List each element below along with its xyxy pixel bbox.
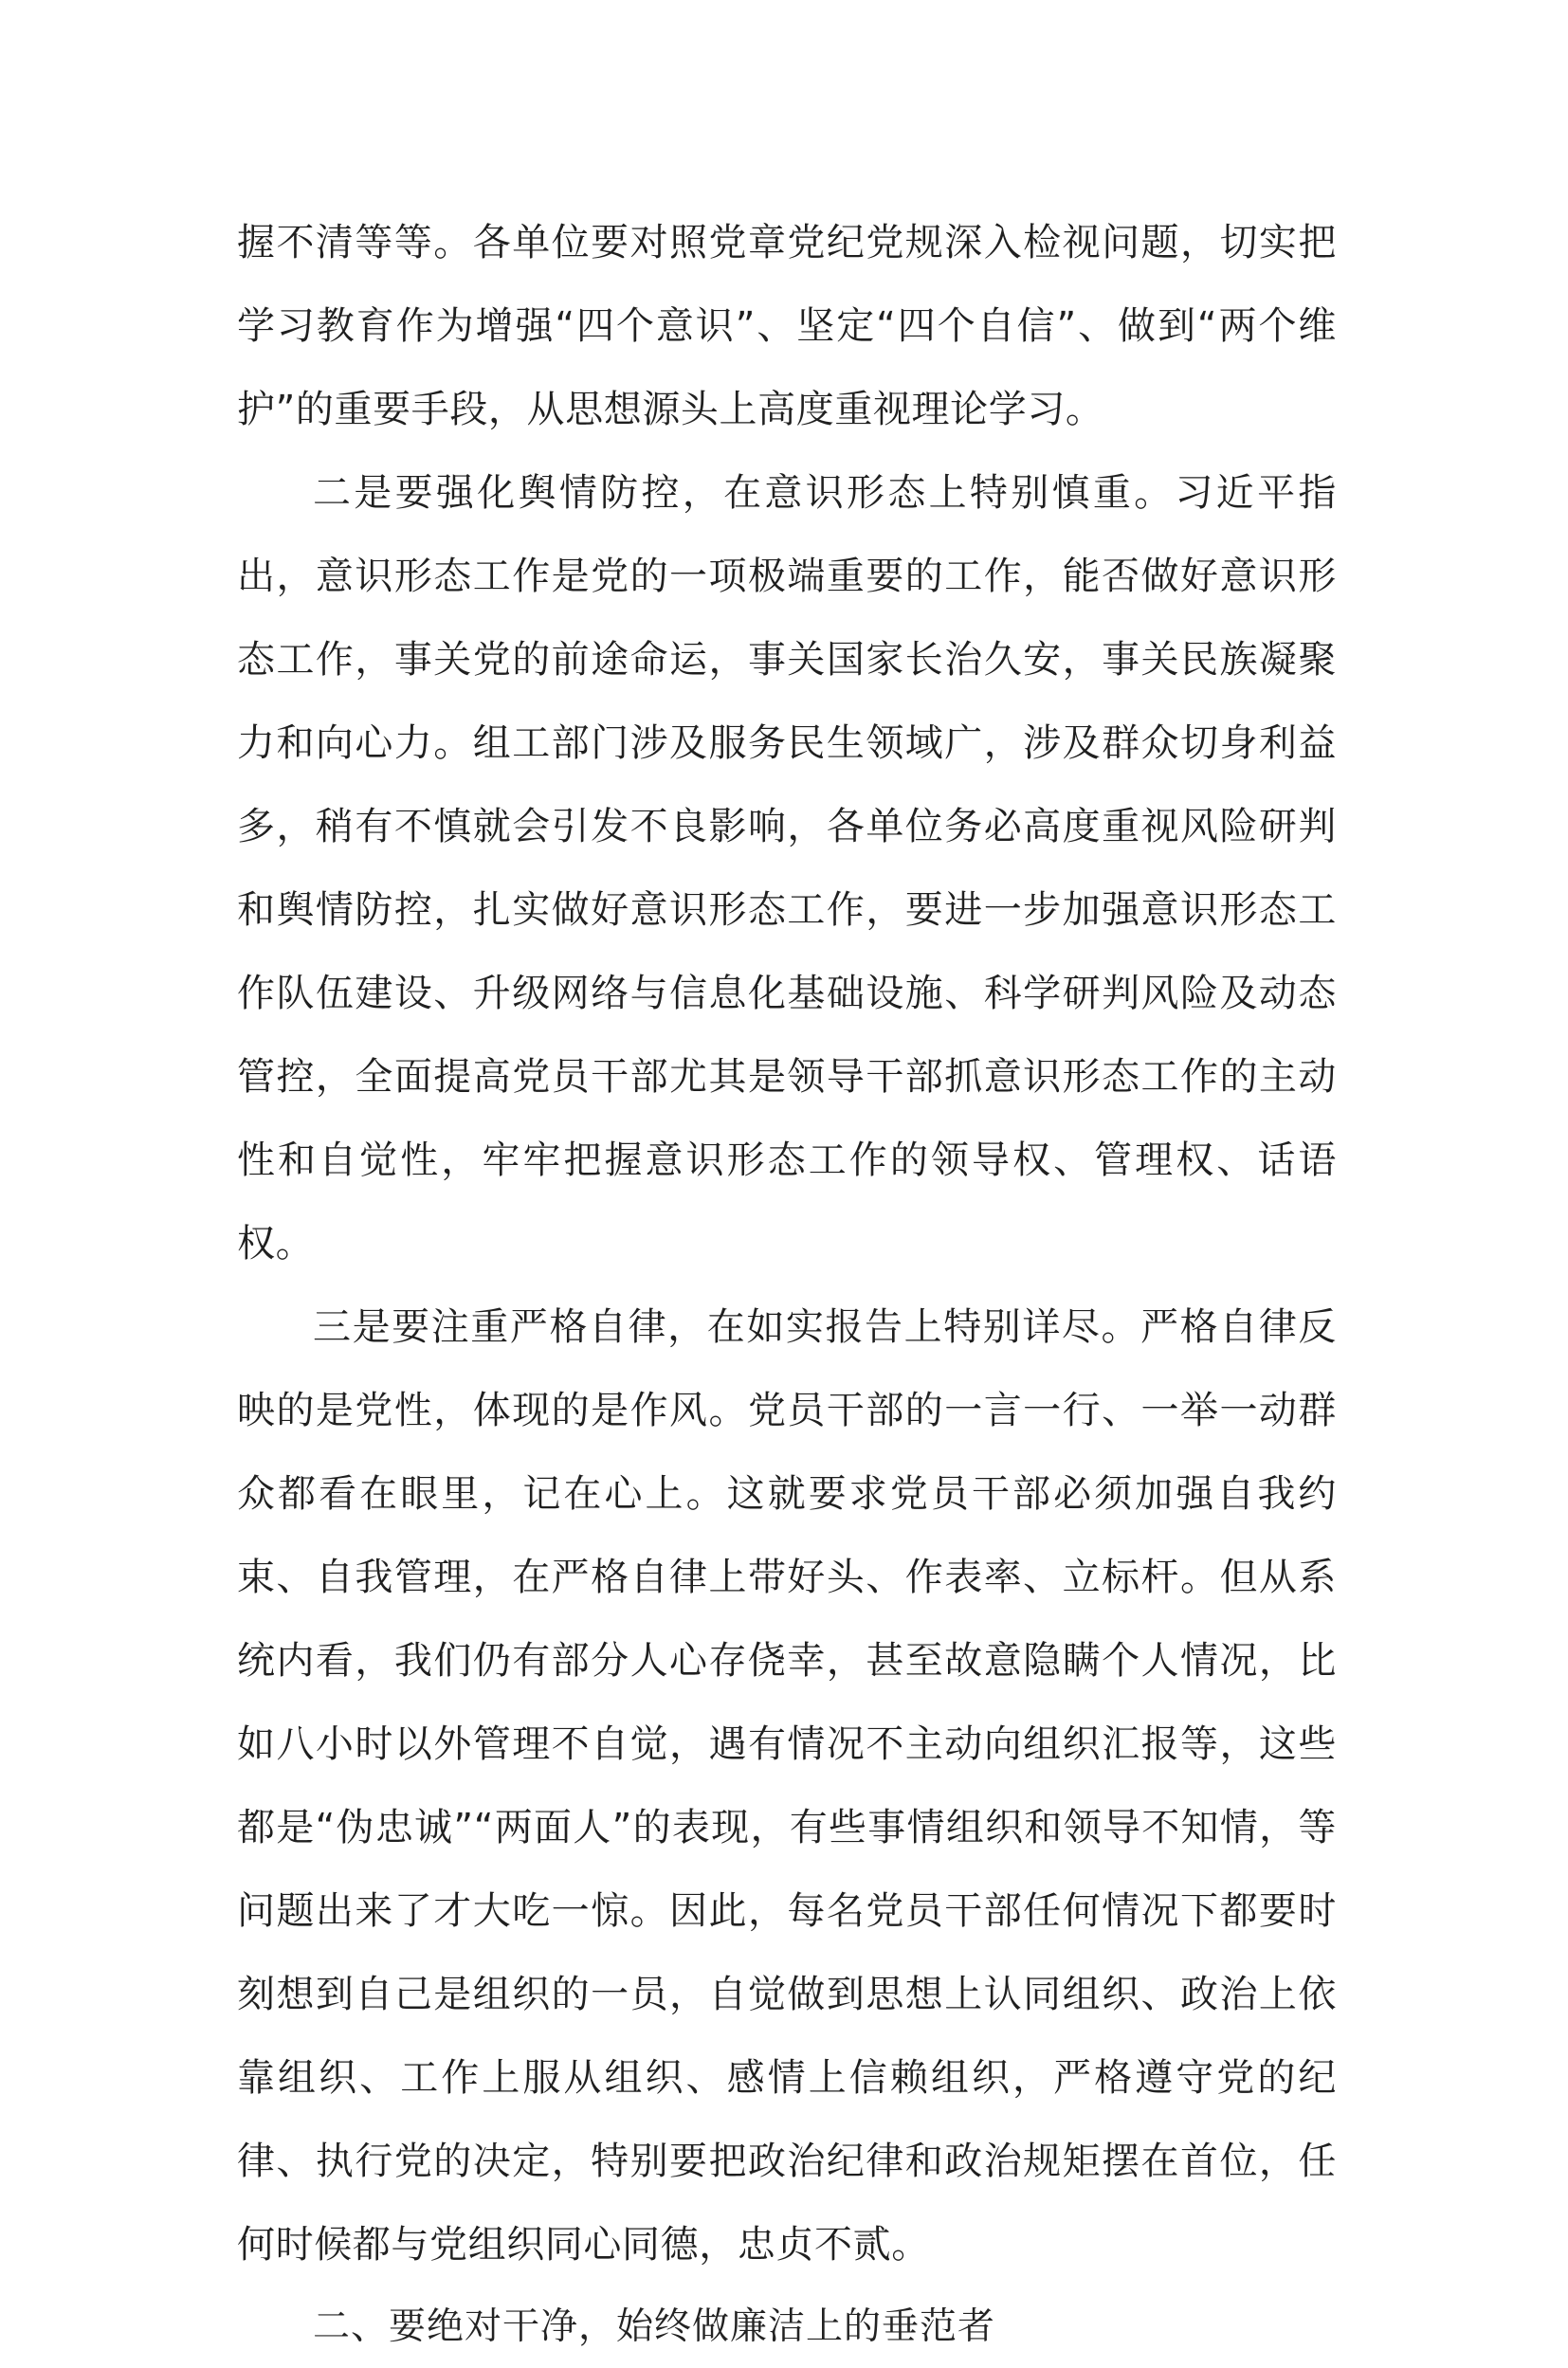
paragraph-continuation: 握不清等等。各单位要对照党章党纪党规深入检视问题，切实把学习教育作为增强“四个意识”、坚定“四个自信”、做到“两个维护”的重要手段，从思想源头上高度重视理论学习。 [237, 221, 1337, 431]
paragraph-strict-self-discipline: 三是要注重严格自律，在如实报告上特别详尽。严格自律反映的是党性，体现的是作风。党员干部的一言一行、一举一动群众都看在眼里，记在心上。这就要求党员干部必须加强自我约束、自我管理，在严格自律上带好头、作表率、立标杆。但从系统内看，我们仍有部分人心存侥幸，甚至故意隐瞒个人情况，比如八小时以外管理不自觉，遇有情况不主动向组织汇报等，这些都是“伪忠诚”“两面人”的表现，有些事情组织和领导不知情，等问题出来了才大吃一惊。因此，每名党员干部任何情况下都要时刻想到自己是组织的一员，自觉做到思想上认同组织、政治上依靠组织、工作上服从组织、感情上信赖组织，严格遵守党的纪律、执行党的决定，特别要把政治纪律和政治规矩摆在首位，任何时候都与党组织同心同德，忠贞不贰。 [237, 1305, 1337, 2267]
paragraph-public-opinion-control: 二是要强化舆情防控，在意识形态上特别慎重。习近平指出，意识形态工作是党的一项极端重要的工作，能否做好意识形态工作，事关党的前途命运，事关国家长治久安，事关民族凝聚力和向心力。组工部门涉及服务民生领域广，涉及群众切身利益多，稍有不慎就会引发不良影响，各单位务必高度重视风险研判和舆情防控，扎实做好意识形态工作，要进一步加强意识形态工作队伍建设、升级网络与信息化基础设施、科学研判风险及动态管控，全面提高党员干部尤其是领导干部抓意识形态工作的主动性和自觉性，牢牢把握意识形态工作的领导权、管理权、话语权。 [237, 471, 1337, 1266]
document-body [237, 201, 1337, 2368]
section-heading: 二、要绝对干净，始终做廉洁上的垂范者 [313, 2305, 996, 2348]
